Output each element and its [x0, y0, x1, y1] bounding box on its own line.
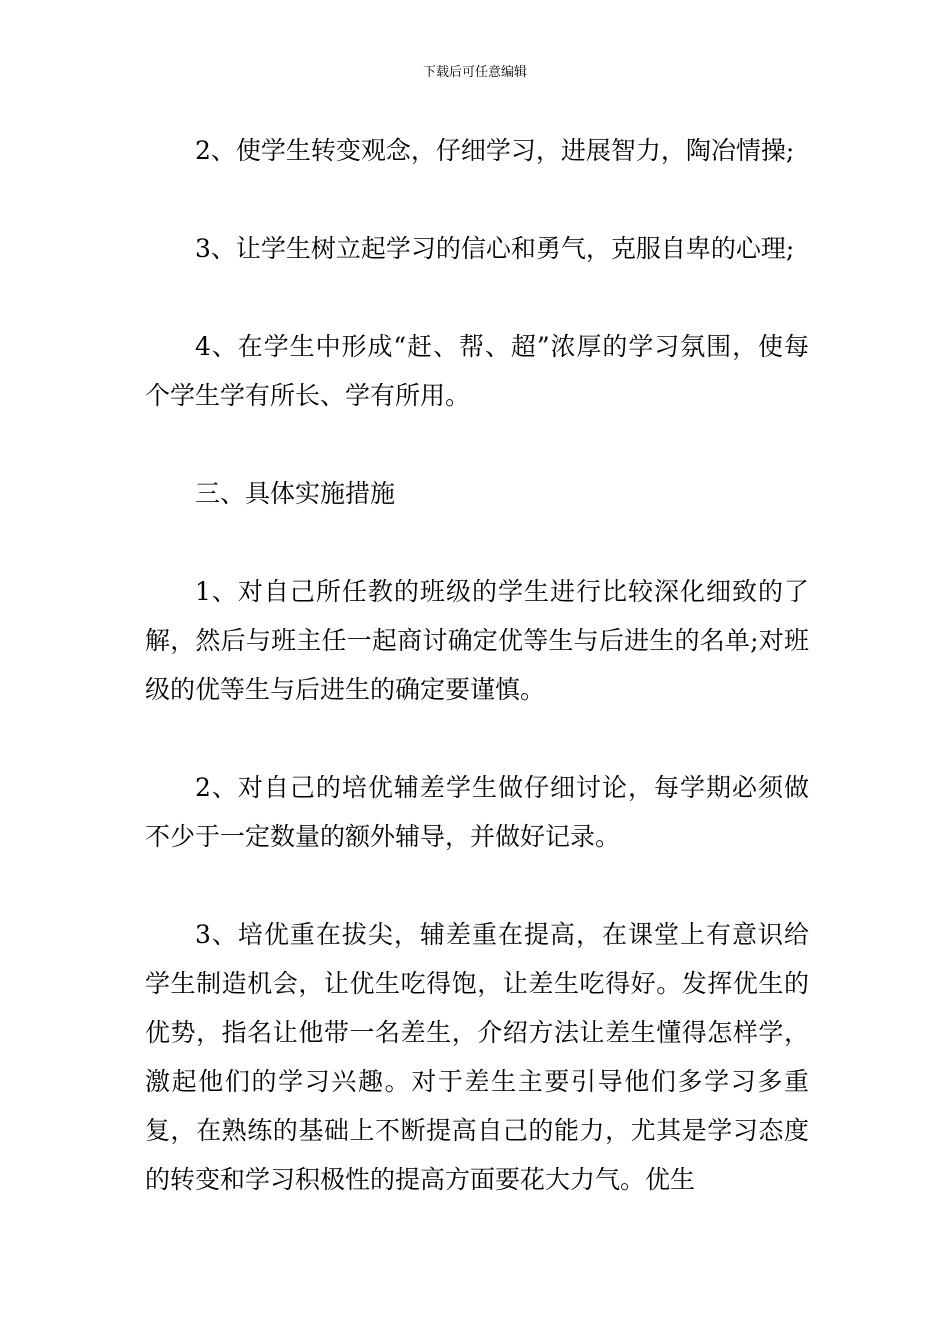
section-heading-measures: 三、具体实施措施 [195, 479, 396, 508]
paragraph-measure-1: 1、对自己所任教的班级的学生进行比较深化细致的了解，然后与班主任一起商讨确定优等生与后进生的名单;对班级的优等生与后进生的确定要谨慎。 [145, 577, 809, 704]
paragraph-goal-4: 4、在学生中形成“赶、帮、超”浓厚的学习氛围，使每个学生学有所长、学有所用。 [145, 332, 809, 410]
document-body [145, 126, 809, 1253]
paragraph-goal-2: 2、使学生转变观念，仔细学习，进展智力，陶冶情操; [195, 136, 795, 165]
paragraph-goal-3: 3、让学生树立起学习的信心和勇气，克服自卑的心理; [195, 234, 795, 263]
paragraph-measure-2: 2、对自己的培优辅差学生做仔细讨论，每学期必须做不少于一定数量的额外辅导，并做好记录。 [145, 773, 809, 851]
page-header: 下载后可任意编辑 [422, 65, 527, 80]
paragraph-measure-3: 3、培优重在拔尖，辅差重在提高，在课堂上有意识给学生制造机会，让优生吃得饱，让差生吃得好。发挥优生的优势，指名让他带一名差生，介绍方法让差生懂得怎样学，激起他们的学习兴趣。对于差生主要引导他们多学习多重复，在熟练的基础上不断提高自己的能力，尤其是学习态度的转变和学习积极性的提高方面要花大力气。优生 [145, 920, 809, 1194]
